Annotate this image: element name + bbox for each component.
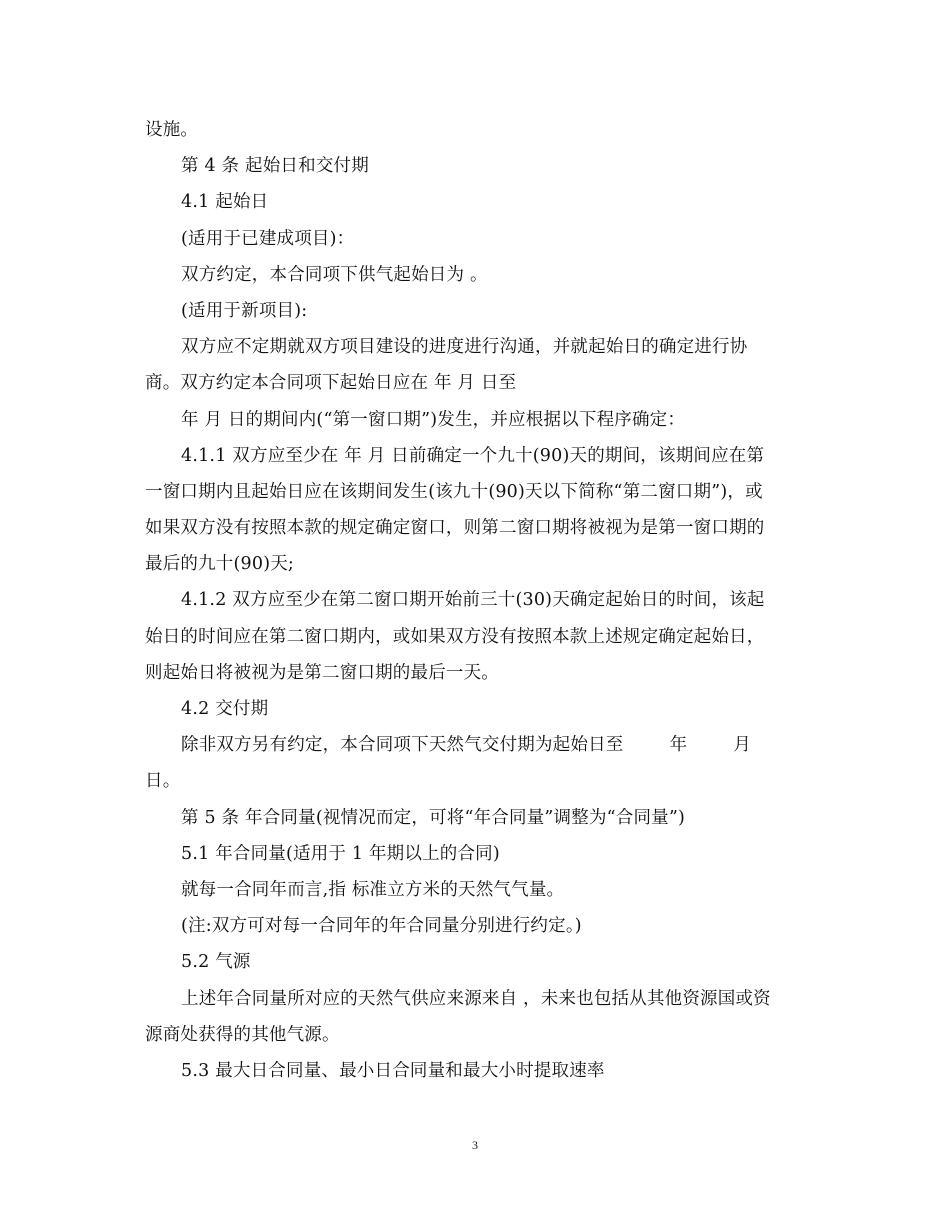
text-line: 源商处获得的其他气源。 [145, 1024, 340, 1045]
text-line: 除非双方另有约定，本合同项下天然气交付期为起始日至 年 月 [181, 735, 752, 756]
section-4-1-heading: 4.1 起始日 [181, 192, 269, 213]
article-5-heading: 第 5 条 年合同量(视情况而定，可将“年合同量”调整为“合同量”) [181, 807, 686, 828]
text-line: 日。 [145, 771, 181, 792]
section-5-3-heading: 5.3 最大日合同量、最小日合同量和最大小时提取速率 [181, 1060, 605, 1081]
text-line: 一窗口期内且起始日应在该期间发生(该九十(90)天以下简称“第二窗口期”)，或 [145, 481, 763, 502]
section-4-2-heading: 4.2 交付期 [181, 699, 269, 719]
text-line: 则起始日将被视为是第二窗口期的最后一天。 [145, 662, 499, 683]
text-line: 双方应不定期就双方项目建设的进度进行沟通，并就起始日的确定进行协 [181, 337, 748, 358]
text-line: 就每一合同年而言,指 标准立方米的天然气气量。 [181, 879, 565, 900]
text-line: 上述年合同量所对应的天然气供应来源来自 ，未来也包括从其他资源国或资 [181, 988, 771, 1009]
note-line: (注:双方可对每一合同年的年合同量分别进行约定。) [181, 916, 582, 937]
text-line: 双方约定，本合同项下供气起始日为 。 [181, 264, 488, 285]
document-body [145, 112, 810, 1089]
text-line: 如果双方没有按照本款的规定确定窗口，则第二窗口期将被视为是第一窗口期的 [145, 518, 765, 539]
text-line: 始日的时间应在第二窗口期内，或如果双方没有按照本款上述规定确定起始日， [145, 626, 765, 647]
section-5-2-heading: 5.2 气源 [181, 952, 251, 973]
text-line-continuation: 设施。 [145, 120, 199, 140]
clause-4-1-2: 4.1.2 双方应至少在第二窗口期开始前三十(30)天确定起始日的时间，该起 [181, 590, 765, 611]
text-line: (适用于新项目): [181, 300, 308, 321]
text-line: 最后的九十(90)天; [145, 554, 295, 575]
text-line: (适用于已建成项目)： [181, 228, 355, 249]
article-4-heading: 第 4 条 起始日和交付期 [181, 156, 369, 177]
text-line: 年 月 日的期间内(“第一窗口期”)发生，并应根据以下程序确定： [181, 409, 686, 430]
clause-4-1-1: 4.1.1 双方应至少在 年 月 日前确定一个九十(90)天的期间，该期间应在第 [181, 445, 765, 466]
page-number: 3 [472, 1138, 478, 1152]
section-5-1-heading: 5.1 年合同量(适用于 1 年期以上的合同) [181, 843, 500, 864]
text-line: 商。双方约定本合同项下起始日应在 年 月 日至 [145, 373, 517, 394]
